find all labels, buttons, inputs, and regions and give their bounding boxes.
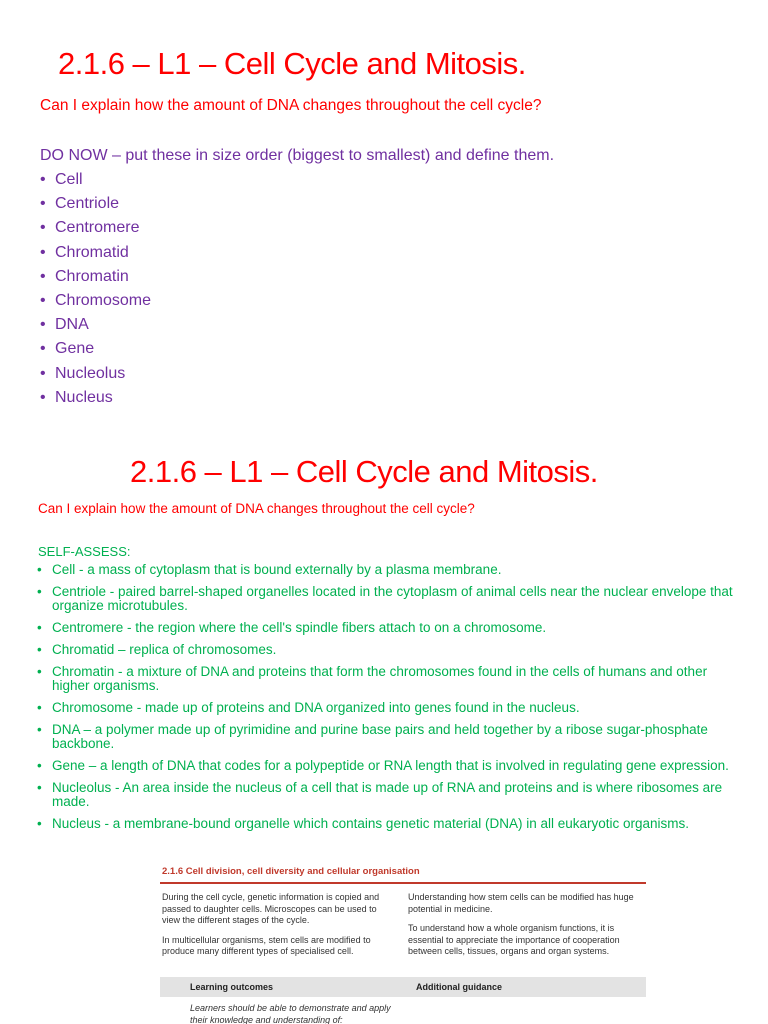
- list-item: • DNA: [40, 313, 151, 337]
- bullet: •: [40, 195, 46, 213]
- list-item: • Nucleus: [40, 386, 151, 410]
- specification-excerpt: [156, 860, 650, 1024]
- bullet: •: [40, 316, 46, 334]
- definition-list: [37, 563, 737, 839]
- bullet: •: [40, 171, 46, 188]
- list-item: • Centriole: [40, 192, 151, 216]
- spec-paragraph: Understanding how stem cells can be modified has huge potential in medicine.: [408, 892, 634, 914]
- bullet: •: [40, 219, 46, 237]
- bullet: •: [37, 722, 42, 737]
- self-assess-heading: SELF-ASSESS:: [38, 544, 131, 559]
- bullet: •: [37, 816, 42, 831]
- spec-left-column: [162, 892, 397, 966]
- spec-paragraph: To understand how a whole organism functions, it is essential to appreciate the importance of cooperation between cells, tissues, organs and organ systems.: [408, 923, 620, 956]
- spec-divider: [160, 882, 646, 884]
- bullet: •: [40, 364, 46, 382]
- slide-title: 2.1.6 – L1 – Cell Cycle and Mitosis.: [130, 454, 598, 489]
- list-item: • Chromosome: [40, 289, 151, 313]
- term-list: [40, 168, 151, 410]
- bullet: •: [40, 267, 46, 285]
- spec-right-column: [408, 892, 643, 966]
- bullet: •: [37, 562, 42, 577]
- bullet: •: [37, 584, 42, 599]
- spec-paragraph: In multicellular organisms, stem cells are modified to produce many different types of specialised cell.: [162, 934, 371, 956]
- spec-table-body: Learners should be able to demonstrate and apply their knowledge and understanding of:: [190, 1003, 391, 1024]
- list-item: • Chromosome - made up of proteins and DNA organized into genes found in the nucleus.: [37, 700, 580, 715]
- list-item: • Centromere: [40, 216, 151, 240]
- learning-question: Can I explain how the amount of DNA changes throughout the cell cycle?: [38, 501, 475, 516]
- column-header-additional-guidance: Additional guidance: [416, 982, 503, 992]
- spec-table-header: [160, 977, 646, 997]
- list-item: • Chromatin: [40, 265, 151, 289]
- list-item: • Cell - a mass of cytoplasm that is bound externally by a plasma membrane.: [37, 562, 502, 577]
- bullet: •: [40, 340, 46, 358]
- bullet: •: [40, 291, 46, 309]
- list-item: • Centromere - the region where the cell's spindle fibers attach to on a chromosome.: [37, 620, 547, 635]
- learning-question: Can I explain how the amount of DNA changes throughout the cell cycle?: [40, 97, 542, 114]
- bullet: •: [40, 243, 46, 261]
- bullet: •: [37, 642, 42, 657]
- list-item: • Nucleolus - An area inside the nucleus of a cell that is made up of RNA and proteins and is where ribosomes are made.: [37, 780, 723, 809]
- list-item: • Nucleus - a membrane-bound organelle which contains genetic material (DNA) in all eukaryotic organisms.: [37, 816, 690, 831]
- column-header-learning-outcomes: Learning outcomes: [190, 982, 274, 992]
- list-item: • DNA – a polymer made up of pyrimidine and purine base pairs and held together by a ribose sugar-phosphate backbone.: [37, 722, 708, 751]
- bullet: •: [37, 664, 42, 679]
- list-item: • Cell: [40, 168, 151, 192]
- slide-self-assess: [0, 436, 768, 1024]
- list-item: • Nucleolus: [40, 362, 151, 386]
- bullet: •: [40, 388, 46, 406]
- do-now-instruction: DO NOW – put these in size order (biggest to smallest) and define them.: [40, 147, 555, 164]
- list-item: • Chromatid – replica of chromosomes.: [37, 642, 277, 657]
- bullet: •: [37, 700, 42, 715]
- spec-paragraph: During the cell cycle, genetic information is copied and passed to daughter cells. Microscopes can be used to view the different stages of the cycle.: [162, 892, 380, 925]
- bullet: •: [37, 620, 42, 635]
- list-item: • Centriole - paired barrel-shaped organelles located in the cytoplasm of animal cells near the nuclear envelope that organize microtubules.: [37, 584, 733, 613]
- list-item: • Gene: [40, 337, 151, 361]
- list-item: • Gene – a length of DNA that codes for a polypeptide or RNA length that is involved in regulating gene expression.: [37, 758, 729, 773]
- spec-title: 2.1.6 Cell division, cell diversity and cellular organisation: [162, 866, 420, 877]
- bullet: •: [37, 780, 42, 795]
- slide-title: 2.1.6 – L1 – Cell Cycle and Mitosis.: [58, 46, 526, 81]
- list-item: • Chromatid: [40, 241, 151, 265]
- bullet: •: [37, 758, 42, 773]
- list-item: • Chromatin - a mixture of DNA and proteins that form the chromosomes found in the cells of humans and other higher organisms.: [37, 664, 708, 693]
- slide-do-now: [0, 0, 768, 430]
